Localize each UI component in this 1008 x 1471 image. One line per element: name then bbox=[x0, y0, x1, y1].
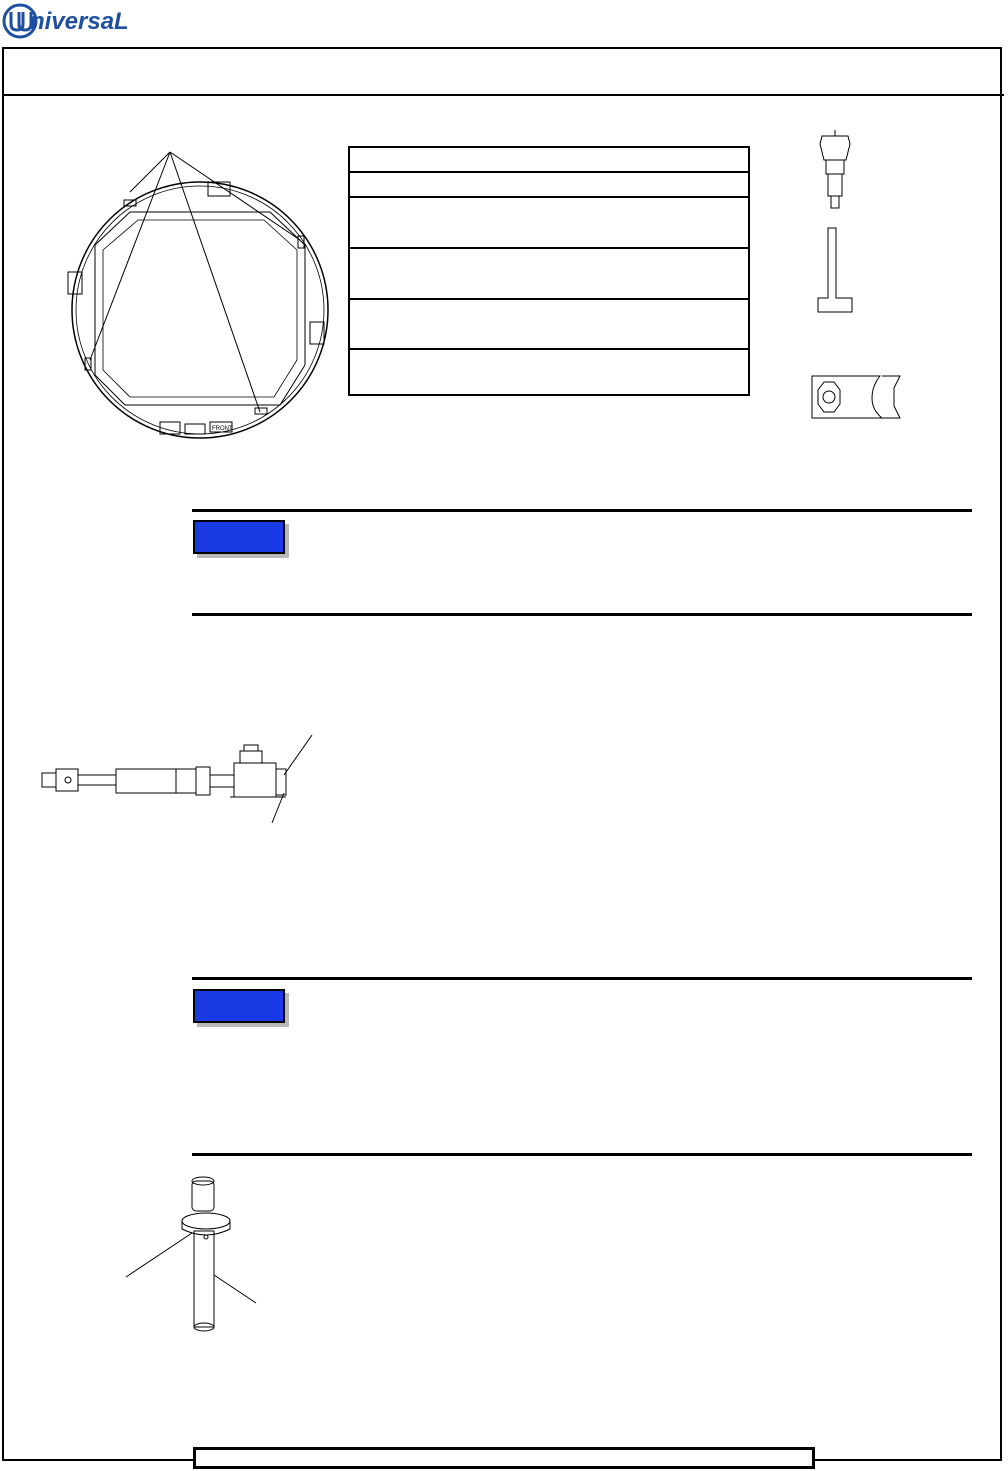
note-text bbox=[300, 989, 960, 1139]
note-top-rule bbox=[192, 509, 972, 512]
pin-collar-drawing bbox=[120, 1175, 270, 1345]
table-row bbox=[350, 300, 748, 350]
bracket-tool-icon bbox=[810, 228, 860, 318]
table-row bbox=[350, 350, 748, 396]
footer-box bbox=[193, 1447, 815, 1469]
logo-text: niversaL bbox=[30, 8, 129, 35]
plate-drawing bbox=[60, 150, 350, 450]
header-divider bbox=[2, 94, 1004, 96]
nozzle-tool-icon bbox=[810, 130, 860, 215]
shaft-assembly-drawing bbox=[40, 725, 330, 835]
wrench-tool-icon bbox=[810, 370, 910, 430]
note-top-rule bbox=[192, 977, 972, 980]
table-row bbox=[350, 148, 748, 173]
note-badge bbox=[193, 989, 285, 1023]
note-bottom-rule bbox=[192, 1153, 972, 1156]
table-row bbox=[350, 173, 748, 198]
note-bottom-rule bbox=[192, 613, 972, 616]
table-row bbox=[350, 249, 748, 300]
note-badge bbox=[193, 520, 285, 554]
logo bbox=[0, 0, 140, 42]
page-title bbox=[2, 49, 1002, 94]
tools-table bbox=[348, 146, 750, 396]
note-text bbox=[300, 520, 960, 600]
front-label: FRONT bbox=[212, 426, 233, 432]
table-row bbox=[350, 198, 748, 249]
